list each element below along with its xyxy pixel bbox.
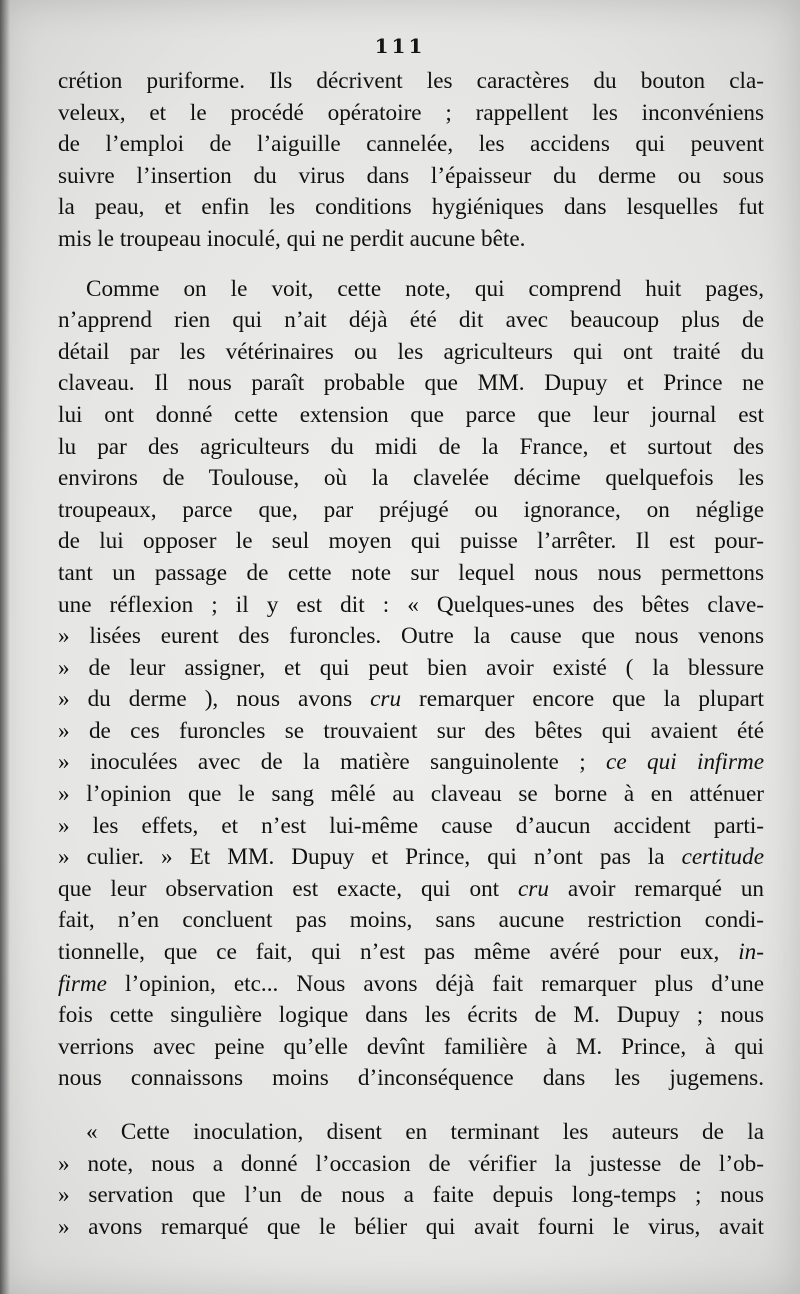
page-number: 111 bbox=[374, 34, 426, 58]
text-line: de l’emploi de l’aiguille cannelée, les accidens qui peuvent bbox=[58, 131, 764, 158]
body-text bbox=[58, 66, 764, 1243]
text-line: » du derme ), nous avons cru remarquer encore que la plupart bbox=[58, 686, 764, 713]
text-line: » lisées eurent des furoncles. Outre la cause que nous venons bbox=[58, 623, 764, 650]
text-line: lui ont donné cette extension que parce que leur journal est bbox=[58, 401, 764, 428]
text-line: Comme on le voit, cette note, qui comprend huit pages, bbox=[86, 275, 764, 302]
text-line: une réflexion ; il y est dit : « Quelques-unes des bêtes clave- bbox=[58, 591, 764, 618]
paragraph-2 bbox=[58, 274, 764, 1095]
text-line: crétion puriforme. Ils décrivent les caractères du bouton cla- bbox=[58, 68, 764, 94]
text-line: « Cette inoculation, disent en terminant les auteurs de la bbox=[86, 1119, 764, 1145]
text-line: » de leur assigner, et qui peut bien avoir existé ( la blessure bbox=[58, 654, 764, 681]
text-line: suivre l’insertion du virus dans l’épaisseur du derme ou sous bbox=[58, 162, 764, 189]
text-line: veleux, et le procédé opératoire ; rappellent les inconvéniens bbox=[58, 99, 764, 126]
text-line: n’apprend rien qui n’ait déjà été dit avec beaucoup plus de bbox=[58, 307, 764, 334]
text-line: fois cette singulière logique dans les écrits de M. Dupuy ; nous bbox=[58, 1002, 764, 1029]
text-line: » culier. » Et MM. Dupuy et Prince, qui n’ont pas la certitude bbox=[58, 844, 764, 871]
text-line: » note, nous a donné l’occasion de vérifier la justesse de l’ob- bbox=[58, 1150, 764, 1177]
text-line: » de ces furoncles se trouvaient sur des bêtes qui avaient été bbox=[58, 717, 764, 744]
text-line: » avons remarqué que le bélier qui avait fourni le virus, avait bbox=[58, 1213, 764, 1240]
text-line: » inoculées avec de la matière sanguinolente ; ce qui infirme bbox=[58, 749, 765, 776]
text-line: environs de Toulouse, où la clavelée décime quelquefois les bbox=[58, 465, 764, 492]
text-line: que leur observation est exacte, qui ont cru avoir remarqué un bbox=[58, 875, 765, 902]
text-line: détail par les vétérinaires ou les agriculteurs qui ont traité du bbox=[58, 338, 764, 365]
text-line: fait, n’en concluent pas moins, sans aucune restriction condi- bbox=[58, 907, 764, 934]
text-line: firme l’opinion, etc... Nous avons déjà fait remarquer plus d’une bbox=[58, 970, 764, 997]
text-line: de lui opposer le seul moyen qui puisse l’arrêter. Il est pour- bbox=[58, 528, 764, 555]
text-line: » l’opinion que le sang mêlé au claveau se borne à en atténuer bbox=[58, 781, 764, 808]
text-line: nous connaissons moins d’inconséquence dans les jugemens. bbox=[58, 1065, 764, 1092]
text-line: tionnelle, que ce fait, qui n’est pas même avéré pour eux, in- bbox=[58, 939, 764, 966]
text-line: » les effets, et n’est lui-même cause d’aucun accident parti- bbox=[58, 812, 764, 839]
text-line: troupeaux, parce que, par préjugé ou ignorance, on néglige bbox=[58, 496, 764, 523]
paragraph-spacer bbox=[58, 1095, 764, 1117]
paragraph-spacer bbox=[58, 256, 764, 274]
text-line: claveau. Il nous paraît probable que MM. Dupuy et Prince ne bbox=[58, 370, 764, 397]
text-line: lu par des agriculteurs du midi de la France, et surtout des bbox=[58, 433, 764, 460]
text-line: la peau, et enfin les conditions hygiéniques dans lesquelles fut bbox=[58, 194, 764, 221]
paragraph-3 bbox=[58, 1117, 764, 1243]
text-line: mis le troupeau inoculé, qui ne perdit aucune bête. bbox=[58, 225, 526, 252]
text-line: verrions avec peine qu’elle devînt familière à M. Prince, à qui bbox=[58, 1033, 764, 1060]
paragraph-1 bbox=[58, 66, 764, 256]
text-line: tant un passage de cette note sur lequel nous nous permettons bbox=[58, 559, 764, 586]
text-line: » servation que l’un de nous a faite depuis long-temps ; nous bbox=[58, 1182, 764, 1209]
